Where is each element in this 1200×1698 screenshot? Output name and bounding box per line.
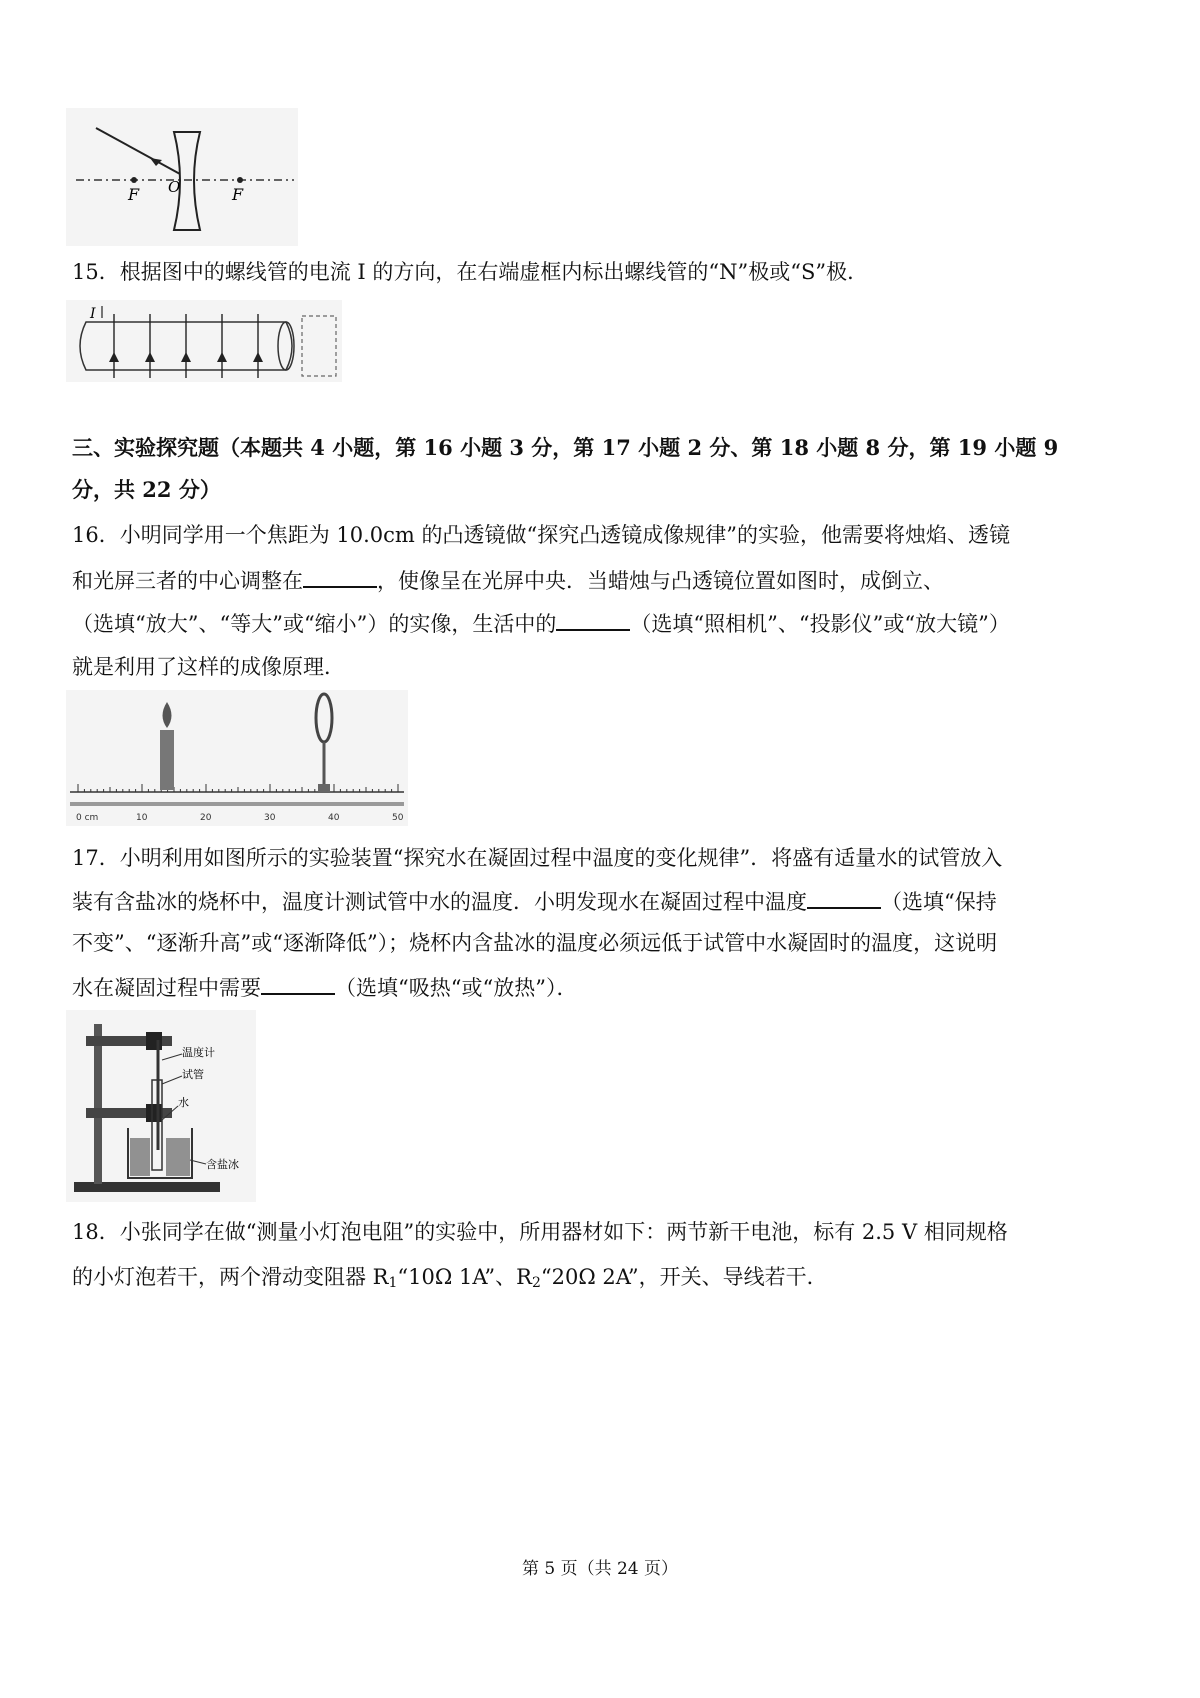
q18-line2-part3: “20Ω 2A”，开关、导线若干．	[540, 1265, 828, 1289]
q16-line2-start: 和光屏三者的中心调整在	[72, 569, 303, 593]
r2-subscript: 2	[531, 1275, 541, 1291]
current-label: I	[90, 306, 96, 322]
q18-line2	[72, 1263, 828, 1297]
q17-line2	[72, 887, 997, 916]
concave-lens-diagram	[66, 108, 298, 246]
answer-blank[interactable]	[807, 887, 881, 909]
page-footer: 第 5 页（共 24 页）	[521, 1559, 679, 1579]
q18-line2-part1: 的小灯泡若干，两个滑动变阻器 R	[72, 1265, 389, 1289]
solenoid-diagram	[66, 300, 342, 382]
ruler-label: 10	[136, 813, 148, 823]
ruler-label: 30	[264, 813, 276, 823]
focus-left-label: F	[128, 185, 140, 204]
q15-text: 15．根据图中的螺线管的电流 I 的方向，在右端虚框内标出螺线管的“N”极或“S”极．	[72, 260, 869, 284]
q16-line2-end: ，使像呈在光屏中央．当蜡烛与凸透镜位置如图时，成倒立、	[377, 569, 944, 593]
answer-blank[interactable]	[261, 973, 335, 995]
solenoid-figure	[66, 300, 342, 382]
q17-line2-end: （选填“保持	[881, 890, 997, 914]
q16-line3-end: （选填“照相机”、“投影仪”或“放大镜”）	[630, 612, 1010, 636]
q17-line4	[72, 973, 577, 1002]
q16-line4: 就是利用了这样的成像原理．	[72, 655, 345, 679]
q16-line3	[72, 609, 1010, 638]
q16-line3-start: （选填“放大”、“等大”或“缩小”）的实像，生活中的	[72, 612, 557, 636]
test-tube-label: 试管	[182, 1068, 204, 1081]
ruler-label: 0 cm	[76, 813, 99, 823]
q17-line3: 不变”、“逐渐升高”或“逐渐降低”）；烧杯内含盐冰的温度必须远低于试管中水凝固时的温度，这说明	[72, 931, 998, 955]
concave-lens-figure	[66, 108, 298, 246]
q18-line1: 18．小张同学在做“测量小灯泡电阻”的实验中，所用器材如下：两节新干电池，标有 2.5 V 相同规格	[72, 1220, 1008, 1244]
ruler-labels	[76, 813, 404, 823]
optical-center-label: O	[168, 178, 181, 196]
ruler-label: 50	[392, 813, 404, 823]
answer-blank[interactable]	[556, 609, 630, 631]
q16-line1: 16．小明同学用一个焦距为 10.0cm 的凸透镜做“探究凸透镜成像规律”的实验，他需要将烛焰、透镜	[72, 523, 1010, 547]
water-label: 水	[178, 1096, 189, 1109]
q17-line4-end: （选填“吸热“或“放热”）．	[335, 976, 578, 1000]
q17-line4-start: 水在凝固过程中需要	[72, 976, 261, 1000]
ruler-label: 40	[328, 813, 340, 823]
q16-line2	[72, 566, 944, 595]
thermometer-label: 温度计	[182, 1046, 215, 1059]
q17-line2-start: 装有含盐冰的烧杯中，温度计测试管中水的温度．小明发现水在凝固过程中温度	[72, 890, 807, 914]
answer-blank[interactable]	[303, 566, 377, 588]
section-3-heading-line2: 分，共 22 分）	[72, 477, 221, 502]
focus-right-label: F	[232, 185, 244, 204]
section-3-heading-line1: 三、实验探究题（本题共 4 小题，第 16 小题 3 分，第 17 小题 2 分、第 18 小题 8 分，第 19 小题 9	[72, 435, 1059, 460]
freezing-apparatus-diagram	[66, 1010, 256, 1202]
salt-ice-label: 含盐冰	[206, 1158, 239, 1171]
ruler-label: 20	[200, 813, 212, 823]
optical-bench-diagram	[66, 690, 408, 826]
ruler-ticks	[78, 784, 398, 792]
optical-bench-figure	[66, 690, 408, 826]
freezing-apparatus-figure	[66, 1010, 256, 1202]
q17-line1: 17．小明利用如图所示的实验装置“探究水在凝固过程中温度的变化规律”．将盛有适量水的试管放入	[72, 846, 1003, 870]
r1-subscript: 1	[388, 1275, 398, 1291]
q18-line2-part2: “10Ω 1A”、R	[397, 1265, 532, 1289]
